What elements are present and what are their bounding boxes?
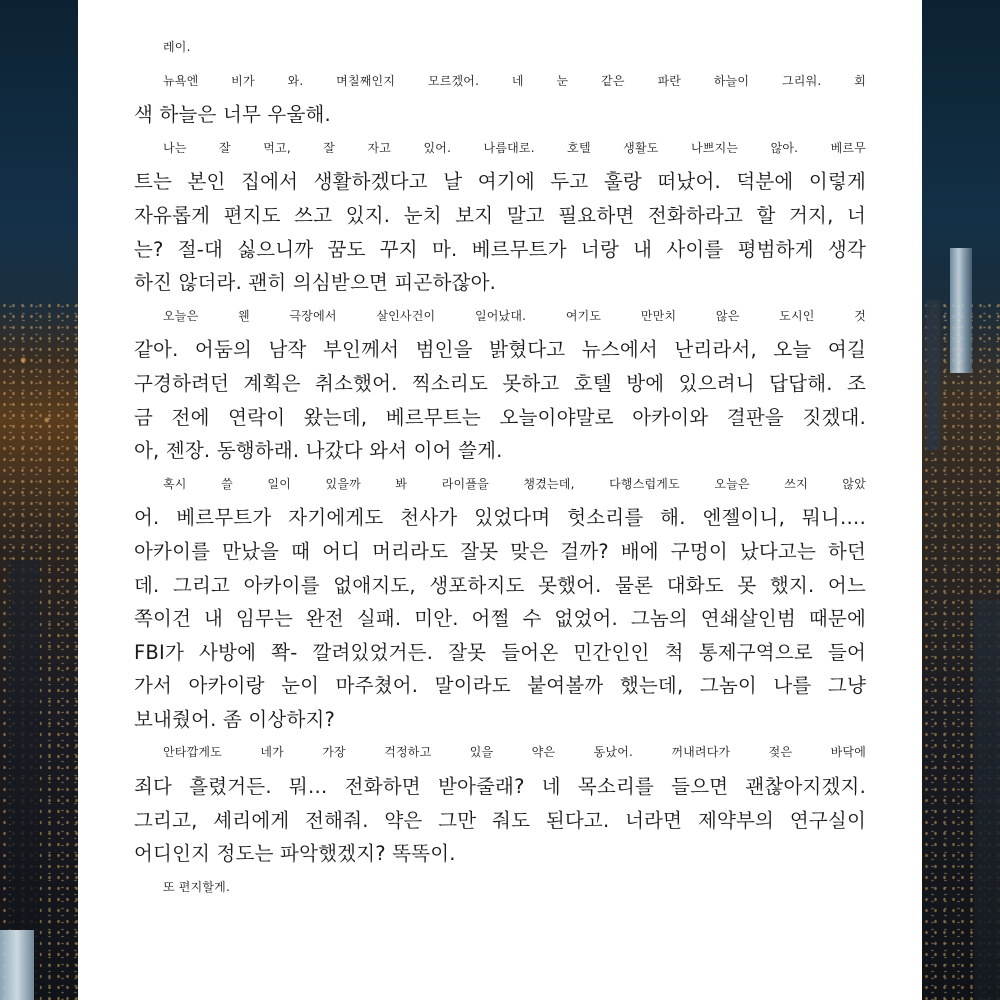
letter-paragraph	[134, 468, 866, 737]
letter-line: 혹시 쓸 일이 있을까 봐 라이플을 챙겼는데, 다행스럽게도 오늘은 쓰지 않았	[163, 476, 866, 491]
letter-line: 아카이를 만났을 때 어디 머리라도 잘못 맞은 걸까? 배에 구멍이 났다고는 하던	[134, 539, 866, 563]
letter-paragraph	[134, 736, 866, 870]
letter-line: 그리고, 셰리에게 전해줘. 약은 그만 줘도 된다고. 너라면 제약부의 연구실이	[134, 808, 866, 832]
letter-body	[134, 31, 866, 904]
letter-line: 안타깝게도 네가 가장 걱정하고 있을 약은 동났어. 꺼내려다가 젖은 바닥에	[163, 745, 866, 760]
letter-line: 자유롭게 편지도 쓰고 있지. 눈치 보지 말고 필요하면 전화하라고 할 거지, 너	[134, 203, 866, 227]
skyscraper	[950, 248, 972, 373]
letter-line: 어디인지 정도는 파악했겠지? 똑똑이.	[134, 842, 456, 866]
letter-line: 아, 젠장. 동행하래. 나갔다 와서 이어 쓸게.	[134, 439, 503, 463]
letter-line: FBI가 사방에 쫙- 깔려있었거든. 잘못 들어온 민간인인 척 통제구역으로 들어	[134, 640, 866, 664]
letter-paragraph	[134, 871, 866, 905]
letter-paragraph	[134, 65, 866, 132]
building	[926, 300, 940, 450]
letter-paragraph	[134, 132, 866, 300]
letter-line: 가서 아카이랑 눈이 마주쳤어. 말이라도 붙여볼까 했는데, 그놈이 나를 그냥	[134, 674, 866, 698]
letter-line: 색 하늘은 너무 우울해.	[134, 103, 331, 127]
letter-line: 보내줬어. 좀 이상하지?	[134, 707, 336, 731]
letter-line: 또 편지할게.	[163, 879, 230, 894]
building	[0, 930, 34, 1000]
letter-line: 금 전에 연락이 왔는데, 베르무트는 오늘이야말로 아카이와 결판을 짓겠대.	[134, 405, 866, 429]
letter-line: 는? 절-대 싫으니까 꿈도 꾸지 마. 베르무트가 너랑 내 사이를 평범하게 생각	[134, 237, 866, 261]
letter-line: 오늘은 웬 극장에서 살인사건이 일어났대. 여기도 만만치 않은 도시인 것	[163, 308, 866, 323]
letter-line: 데. 그리고 아카이를 없애지도, 생포하지도 못했어. 물론 대화도 못 했지. 어느	[134, 573, 866, 597]
letter-line: 뉴욕엔 비가 와. 며칠째인지 모르겠어. 네 눈 같은 파란 하늘이 그리워. 회	[163, 73, 866, 88]
letter-paragraph	[134, 31, 866, 65]
letter-line: 어. 베르무트가 자기에게도 천사가 있었다며 헛소리를 해. 엔젤이니, 뭐니….	[134, 506, 866, 530]
city-background-left	[0, 0, 78, 1000]
letter-line: 트는 본인 집에서 생활하겠다고 날 여기에 두고 훌랑 떠났어. 덕분에 이렇게	[134, 170, 866, 194]
letter-line: 구경하려던 계획은 취소했어. 찍소리도 못하고 호텔 방에 있으려니 답답해. 조	[134, 371, 866, 395]
letter-line: 같아. 어둠의 남작 부인께서 범인을 밝혔다고 뉴스에서 난리라서, 오늘 여길	[134, 338, 866, 362]
building	[974, 600, 1000, 1000]
letter-line: 죄다 흘렸거든. 뭐… 전화하면 받아줄래? 네 목소리를 들으면 괜찮아지겠지.	[134, 775, 866, 799]
city-background-right	[922, 0, 1000, 1000]
letter-line: 레이.	[163, 40, 191, 54]
letter-paper	[78, 0, 922, 1000]
letter-line: 하진 않더라. 괜히 의심받으면 피곤하잖아.	[134, 271, 497, 295]
letter-line: 쪽이건 내 임무는 완전 실패. 미안. 어쩔 수 없었어. 그놈의 연쇄살인범 때문에	[134, 607, 866, 631]
letter-line: 나는 잘 먹고, 잘 자고 있어. 나름대로. 호텔 생활도 나쁘지는 않아. 베르무	[163, 140, 866, 155]
letter-paragraph	[134, 300, 866, 468]
